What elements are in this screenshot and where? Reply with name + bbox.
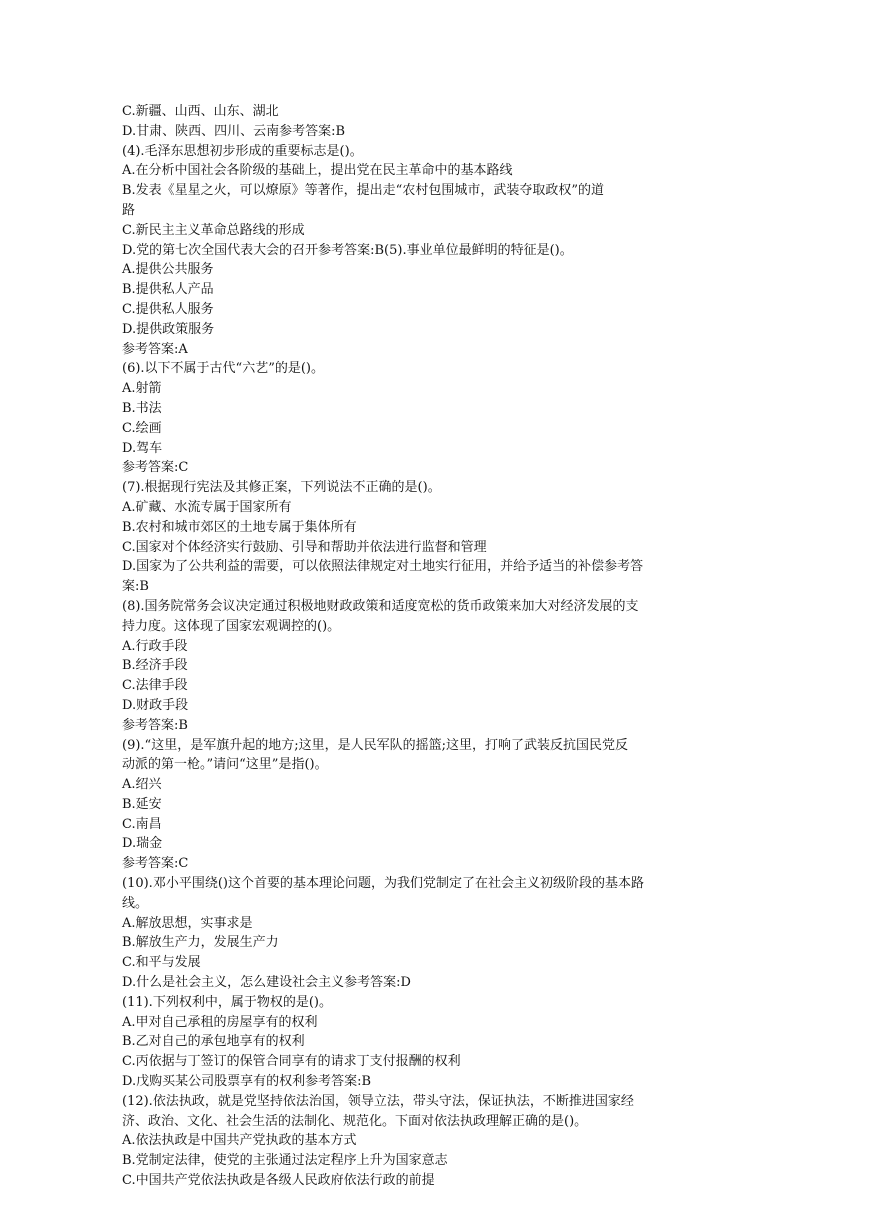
question-12: (12).依法执政，就是党坚持依法治国，领导立法，带头守法，保证执法，不断推进国家经 — [122, 1093, 634, 1109]
text-line: D.国家为了公共利益的需要，可以依照法律规定对土地实行征用，并给予适当的补偿参考答 — [122, 559, 644, 575]
text-line: 持力度。这体现了国家宏观调控的()。 — [122, 618, 341, 634]
text-line: A.射箭 — [122, 381, 162, 397]
text-line: A.依法执政是中国共产党执政的基本方式 — [122, 1133, 357, 1149]
question-8: (8).国务院常务会议决定通过积极地财政政策和适度宽松的货币政策来加大对经济发展的支 — [122, 598, 639, 614]
text-line: C.提供私人服务 — [122, 301, 214, 317]
text-line: 济、政治、文化、社会生活的法制化、规范化。下面对依法执政理解正确的是()。 — [122, 1113, 588, 1129]
text-line: B.解放生产力，发展生产力 — [122, 935, 279, 951]
answer-line: 参考答案:B — [122, 717, 188, 733]
answer-line: 参考答案:C — [122, 856, 189, 872]
text-line: C.绘画 — [122, 420, 162, 436]
text-line: D.驾车 — [122, 440, 163, 456]
text-line: C.新民主主义革命总路线的形成 — [122, 222, 305, 238]
document-page — [122, 102, 752, 1191]
text-line: C.中国共产党依法执政是各级人民政府依法行政的前提 — [122, 1173, 435, 1189]
text-line: C.南昌 — [122, 816, 162, 832]
text-line: A.提供公共服务 — [122, 262, 214, 278]
text-line: 案:B — [122, 579, 149, 595]
question-6: (6).以下不属于古代“六艺”的是()。 — [122, 361, 324, 377]
text-line: A.绍兴 — [122, 777, 162, 793]
question-5: D.党的第七次全国代表大会的召开参考答案:B(5).事业单位最鲜明的特征是()。 — [122, 242, 573, 258]
text-line: C.丙依据与丁签订的保管合同享有的请求丁支付报酬的权利 — [122, 1054, 461, 1070]
text-line: D.提供政策服务 — [122, 321, 215, 337]
text-line: A.矿藏、水流专属于国家所有 — [122, 499, 292, 515]
text-line: D.甘肃、陕西、四川、云南参考答案:B — [122, 123, 346, 139]
answer-line: 参考答案:A — [122, 341, 188, 357]
text-line: 路 — [122, 202, 136, 218]
text-line: B.延安 — [122, 796, 162, 812]
text-line: A.行政手段 — [122, 638, 188, 654]
text-line: 线。 — [122, 895, 149, 911]
text-line: D.瑞金 — [122, 836, 163, 852]
text-line: A.甲对自己承租的房屋享有的权利 — [122, 1014, 318, 1030]
text-line: C.国家对个体经济实行鼓励、引导和帮助并依法进行监督和管理 — [122, 539, 487, 555]
text-line: B.农村和城市郊区的土地专属于集体所有 — [122, 519, 357, 535]
text-line: B.乙对自己的承包地享有的权利 — [122, 1034, 305, 1050]
question-7: (7).根据现行宪法及其修正案，下列说法不正确的是()。 — [122, 480, 441, 496]
text-line: B.党制定法律，使党的主张通过法定程序上升为国家意志 — [122, 1153, 448, 1169]
question-9: (9).“这里，是军旗升起的地方;这里，是人民军队的摇篮;这里，打响了武装反抗国民党反 — [122, 737, 628, 753]
text-line: C.新疆、山西、山东、湖北 — [122, 104, 279, 119]
answer-line: 参考答案:C — [122, 460, 189, 476]
text-line: D.财政手段 — [122, 697, 189, 713]
text-line: C.和平与发展 — [122, 955, 201, 971]
text-line: A.解放思想，实事求是 — [122, 915, 253, 931]
text-line: A.在分析中国社会各阶级的基础上，提出党在民主革命中的基本路线 — [122, 163, 513, 179]
text-line: C.法律手段 — [122, 678, 188, 694]
text-line: B.发表《星星之火，可以燎原》等著作，提出走“农村包围城市，武装夺取政权”的道 — [122, 183, 604, 199]
text-line: B.书法 — [122, 400, 162, 416]
question-11: (11).下列权利中，属于物权的是()。 — [122, 994, 332, 1010]
question-4: (4).毛泽东思想初步形成的重要标志是()。 — [122, 143, 363, 159]
text-line: B.经济手段 — [122, 658, 188, 674]
question-10: (10).邓小平围绕()这个首要的基本理论问题，为我们党制定了在社会主义初级阶段的基本路 — [122, 876, 644, 892]
text-line: D.戊购买某公司股票享有的权利参考答案:B — [122, 1074, 372, 1090]
text-line: 动派的第一枪。”请问“这里”是指()。 — [122, 757, 328, 773]
text-line: D.什么是社会主义，怎么建设社会主义参考答案:D — [122, 975, 411, 991]
text-line: B.提供私人产品 — [122, 282, 214, 298]
